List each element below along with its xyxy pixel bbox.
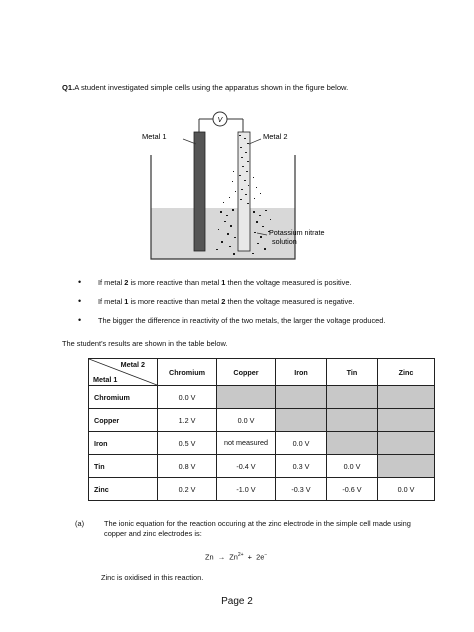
oxidation-note: Zinc is oxidised in this reaction. [101,573,204,582]
bullet-text: If metal [98,297,125,306]
table-cell-empty [378,455,435,478]
table-cell-empty [327,432,378,455]
bullet-text: The bigger the difference in reactivity of the two metals, the larger the voltage produced. [98,316,386,325]
table-cell: -0.6 V [327,478,378,501]
bullet-text: then the voltage measured is negative. [225,297,355,306]
bullet-bold: 1 [124,297,129,306]
table-cell-empty [276,386,327,409]
solution-label-line1: Potassium nitrate [269,228,325,237]
table-cell-empty [378,409,435,432]
column-header: Chromium [158,359,217,386]
equation-ion-charge: 2+ [237,552,244,558]
table-row [89,409,435,432]
corner-metal-1: Metal 1 [93,375,118,384]
bullet-dot-icon: • [78,296,82,306]
bullet-text: is more reactive than metal [128,278,222,287]
voltmeter-label: V [217,117,223,124]
column-header: Copper [217,359,276,386]
metal-1-electrode [194,132,205,251]
table-cell: 0.3 V [276,455,327,478]
table-row [89,478,435,501]
table-corner [89,359,158,386]
arrow-right-icon: → [217,552,226,562]
metal-2-electrode [238,132,250,251]
table-row [89,432,435,455]
table-cell: 0.2 V [158,478,217,501]
table-cell: 0.5 V [158,432,217,455]
corner-metal-2: Metal 2 [120,360,145,369]
table-cell: 0.0 V [217,409,276,432]
solution-label-line2: solution [272,237,297,246]
equation-electron-charge: − [264,552,268,558]
bullet-text: is more reactive than metal [128,297,222,306]
table-cell-empty [327,409,378,432]
row-header: Iron [89,432,158,455]
row-header: Copper [89,409,158,432]
table-cell-empty [378,432,435,455]
table-cell: not measured [217,432,276,455]
bullet-item [78,278,438,297]
table-cell-empty [276,409,327,432]
bullet-item [78,297,438,316]
bullet-bold: 2 [221,297,226,306]
column-header: Tin [327,359,378,386]
question-number: Q1. [62,83,75,92]
equation-ion: Zn [229,552,238,562]
apparatus-figure [120,103,380,268]
results-table [88,358,435,501]
table-cell: 0.8 V [158,455,217,478]
table-cell-empty [327,386,378,409]
bullet-dot-icon: • [78,315,82,325]
bullet-bold: 1 [221,278,226,287]
row-header: Chromium [89,386,158,409]
table-cell: 0.0 V [158,386,217,409]
question-title [62,83,348,92]
table-cell: -1.0 V [217,478,276,501]
row-header: Zinc [89,478,158,501]
question-text: A student investigated simple cells using the apparatus shown in the figure below. [74,83,349,92]
row-header: Tin [89,455,158,478]
metal-2-label: Metal 2 [263,132,288,141]
ionic-equation [205,552,267,561]
table-row [89,455,435,478]
equation-reactant: Zn [205,552,214,562]
bullet-bold: 2 [124,278,129,287]
equation-plus: + [247,552,252,562]
table-cell: 0.0 V [276,432,327,455]
part-a-text: The ionic equation for the reaction occuring at the zinc electrode in the simple cell made using copper and zinc electrodes is: [104,519,411,538]
column-header: Iron [276,359,327,386]
table-cell: 1.2 V [158,409,217,432]
part-a-label: (a) [75,519,85,528]
bullet-text: then the voltage measured is positive. [225,278,352,287]
table-cell: -0.4 V [217,455,276,478]
table-cell-empty [217,386,276,409]
results-intro: The student’s results are shown in the table below. [62,339,228,348]
table-cell: 0.0 V [378,478,435,501]
table-cell-empty [378,386,435,409]
bullet-list [78,278,438,335]
table-cell: 0.0 V [327,455,378,478]
table-cell: -0.3 V [276,478,327,501]
bullet-item [78,316,438,335]
column-header: Zinc [378,359,435,386]
bullet-text: If metal [98,278,125,287]
metal-1-label: Metal 1 [142,132,167,141]
equation-electrons: 2e [256,552,265,562]
table-row [89,386,435,409]
page-number: Page 2 [221,596,253,607]
table-header-row [89,359,435,386]
bullet-dot-icon: • [78,277,82,287]
